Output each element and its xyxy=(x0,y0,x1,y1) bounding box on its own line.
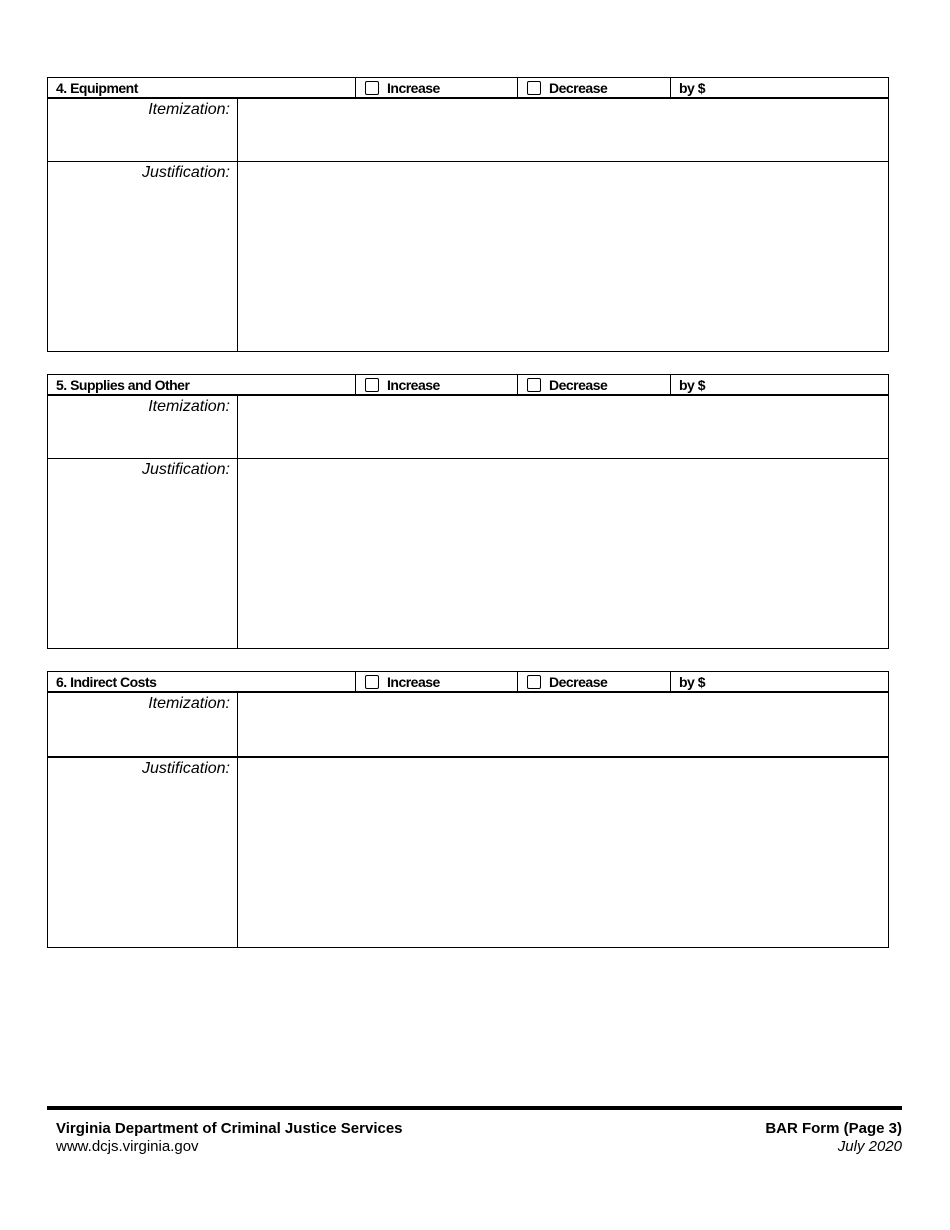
increase-label: Increase xyxy=(387,80,440,96)
increase-checkbox[interactable] xyxy=(365,378,379,392)
amount-label: by $ xyxy=(679,80,706,96)
itemization-label: Itemization: xyxy=(148,101,230,118)
header-divider xyxy=(670,375,671,394)
label-column xyxy=(48,459,238,648)
header-divider xyxy=(670,672,671,691)
amount-label: by $ xyxy=(679,674,706,690)
justification-row xyxy=(48,758,888,947)
increase-checkbox[interactable] xyxy=(365,675,379,689)
section-title: 4. Equipment xyxy=(56,80,138,96)
equipment-section xyxy=(47,77,889,352)
label-column xyxy=(48,99,238,161)
decrease-label: Decrease xyxy=(549,674,608,690)
header-divider xyxy=(517,78,518,97)
section-title: 6. Indirect Costs xyxy=(56,674,157,690)
increase-label: Increase xyxy=(387,674,440,690)
itemization-label: Itemization: xyxy=(148,695,230,712)
footer-website: www.dcjs.virginia.gov xyxy=(56,1138,199,1155)
itemization-label: Itemization: xyxy=(148,398,230,415)
itemization-field[interactable] xyxy=(238,693,888,756)
section-header xyxy=(48,78,888,99)
decrease-label: Decrease xyxy=(549,377,608,393)
footer-form-name: BAR Form (Page 3) xyxy=(765,1120,902,1137)
footer-rule xyxy=(47,1106,902,1110)
decrease-checkbox[interactable] xyxy=(527,378,541,392)
justification-label: Justification: xyxy=(141,760,230,777)
label-column xyxy=(48,693,238,756)
section-title: 5. Supplies and Other xyxy=(56,377,190,393)
justification-row xyxy=(48,459,888,648)
justification-field[interactable] xyxy=(238,459,888,648)
indirect-costs-section xyxy=(47,671,889,948)
header-divider xyxy=(355,672,356,691)
section-header xyxy=(48,375,888,396)
header-divider xyxy=(517,672,518,691)
justification-field[interactable] xyxy=(238,162,888,351)
increase-label: Increase xyxy=(387,377,440,393)
justification-field[interactable] xyxy=(238,758,888,947)
itemization-field[interactable] xyxy=(238,99,888,161)
decrease-checkbox[interactable] xyxy=(527,675,541,689)
increase-checkbox[interactable] xyxy=(365,81,379,95)
footer-date: July 2020 xyxy=(837,1138,902,1155)
label-column xyxy=(48,758,238,947)
justification-label: Justification: xyxy=(141,164,230,181)
section-header xyxy=(48,672,888,693)
supplies-and-other-section xyxy=(47,374,889,649)
decrease-checkbox[interactable] xyxy=(527,81,541,95)
label-column xyxy=(48,162,238,351)
decrease-label: Decrease xyxy=(549,80,608,96)
itemization-row xyxy=(48,396,888,459)
itemization-row xyxy=(48,99,888,162)
itemization-field[interactable] xyxy=(238,396,888,458)
header-divider xyxy=(355,78,356,97)
header-divider xyxy=(670,78,671,97)
itemization-row xyxy=(48,693,888,758)
amount-label: by $ xyxy=(679,377,706,393)
justification-label: Justification: xyxy=(141,461,230,478)
label-column xyxy=(48,396,238,458)
header-divider xyxy=(355,375,356,394)
justification-row xyxy=(48,162,888,351)
footer-org-name: Virginia Department of Criminal Justice Services xyxy=(56,1120,403,1137)
header-divider xyxy=(517,375,518,394)
